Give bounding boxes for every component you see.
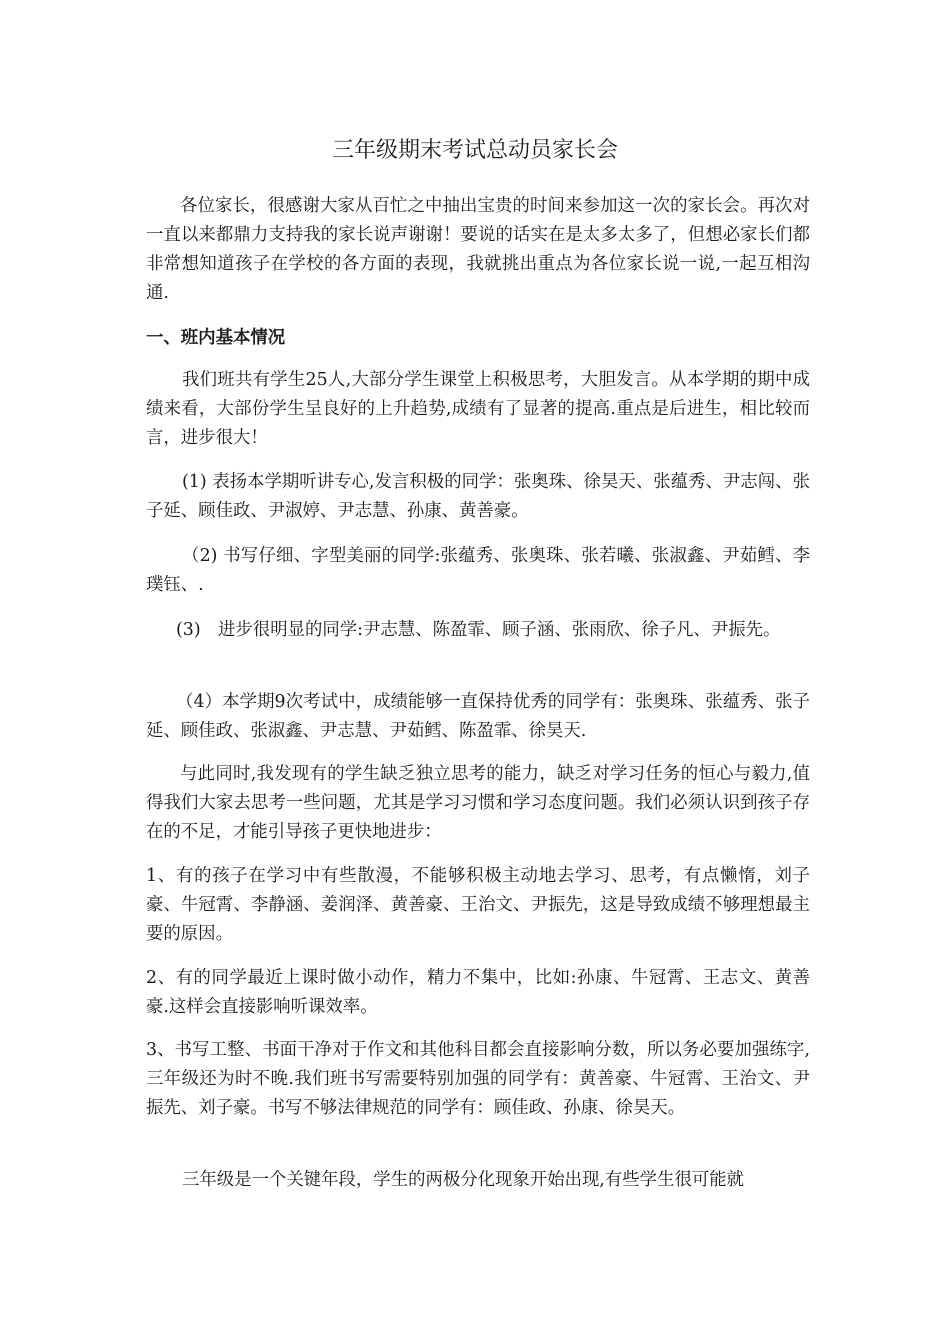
closing-paragraph: 三年级是一个关键年段，学生的两极分化现象开始出现,有些学生很可能就: [182, 1170, 745, 1190]
document-title: 三年级期末考试总动员家长会: [331, 138, 618, 163]
concern-paragraph: 与此同时,我发现有的学生缺乏独立思考的能力，缺乏对学习任务的恒心与毅力,值得我们大家去思考一些问题，尤其是学习习惯和学习态度问题。我们必须认识到孩子存在的不足，才能引导孩子更快地进步：: [146, 764, 810, 842]
intro-paragraph: 各位家长，很感谢大家从百忙之中抽出宝贵的时间来参加这一次的家长会。再次对一直以来都鼎力支持我的家长说声谢谢！要说的话实在是太多太多了，但想必家长们都非常想知道孩子在学校的各方面的表现，我就挑出重点为各位家长说一说,一起互相沟通.: [146, 196, 810, 303]
praise-list-item-2: （2) 书写仔细、字型美丽的同学:张蕴秀、张奥珠、张若曦、张淑鑫、尹茹鳕、李璞钰、.: [146, 546, 810, 595]
issue-point-3: 3、书写工整、书面干净对于作文和其他科目都会直接影响分数，所以务必要加强练字,三年级还为时不晚.我们班书写需要特别加强的同学有：黄善豪、牛冠霄、王治文、尹振先、刘子豪。书写不够法律规范的同学有：顾佳政、孙康、徐昊天。: [146, 1040, 810, 1118]
section-heading: 一、班内基本情况: [146, 328, 286, 348]
praise-list-item-3: (3) 进步很明显的同学:尹志慧、陈盈霏、顾子涵、张雨欣、徐子凡、尹振先。: [176, 620, 781, 640]
issue-point-2: 2、有的同学最近上课时做小动作，精力不集中，比如:孙康、牛冠霄、王志文、黄善豪.这样会直接影响听课效率。: [146, 968, 810, 1017]
praise-list-item-4: （4）本学期9次考试中，成绩能够一直保持优秀的同学有：张奥珠、张蕴秀、张子延、顾佳政、张淑鑫、尹志慧、尹茹鳕、陈盈霏、徐昊天.: [146, 692, 810, 741]
praise-list-item-1: (1) 表扬本学期听讲专心,发言积极的同学：张奥珠、徐昊天、张蕴秀、尹志闯、张子延、顾佳政、尹淑婷、尹志慧、孙康、黄善豪。: [146, 472, 810, 521]
issue-point-1: 1、有的孩子在学习中有些散漫，不能够积极主动地去学习、思考，有点懒惰，刘子豪、牛冠霄、李静涵、姜润泽、黄善豪、王治文、尹振先，这是导致成绩不够理想最主要的原因。: [146, 866, 810, 944]
class-overview-paragraph: 我们班共有学生25人,大部分学生课堂上积极思考，大胆发言。从本学期的期中成绩来看，大部份学生呈良好的上升趋势,成绩有了显著的提高.重点是后进生，相比较而言，进步很大！: [146, 370, 810, 448]
